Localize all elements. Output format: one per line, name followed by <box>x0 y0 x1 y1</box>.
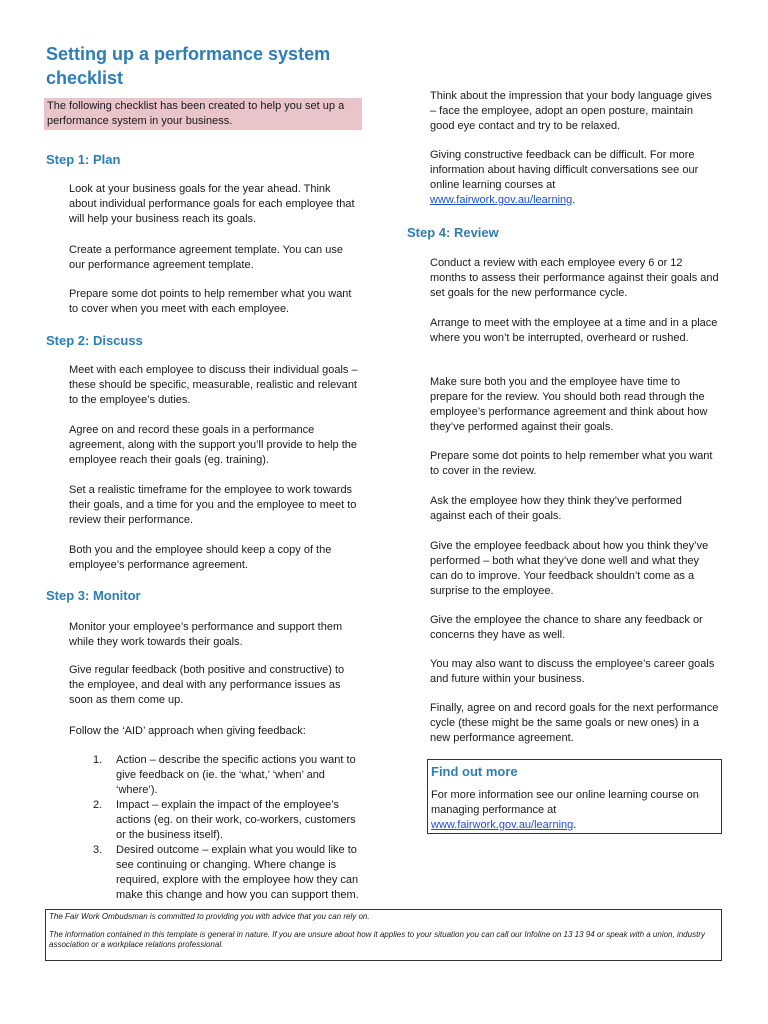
footer-disclaimer <box>45 909 722 961</box>
find-out-more-box <box>427 759 722 834</box>
page-title: Setting up a performance system checklist <box>46 44 331 88</box>
footer-line-2: The information contained in this template is general in nature. If you are unsure about how it applies to your situation you can call our Infoline on 13 13 94 or speak with a union, industry association or a workplace relations professional. <box>49 930 705 949</box>
find-out-more-heading: Find out more <box>431 764 518 779</box>
fairwork-learning-link-2[interactable]: www.fairwork.gov.au/learning <box>431 819 574 831</box>
step2-heading: Step 2: Discuss <box>46 333 143 348</box>
step1-heading: Step 1: Plan <box>46 152 121 167</box>
find-out-more-text: For more information see our online learning course on managing performance at www.fairwork.gov.au/learning. <box>431 789 699 831</box>
footer-line-1: The Fair Work Ombudsman is committed to providing you with advice that you can rely on. <box>49 912 370 921</box>
step3-heading: Step 3: Monitor <box>46 588 141 603</box>
intro-text: The following checklist has been created to help you set up a performance system in your business. <box>44 98 362 130</box>
step4-heading: Step 4: Review <box>407 225 499 240</box>
fairwork-learning-link[interactable]: www.fairwork.gov.au/learning <box>430 194 573 206</box>
